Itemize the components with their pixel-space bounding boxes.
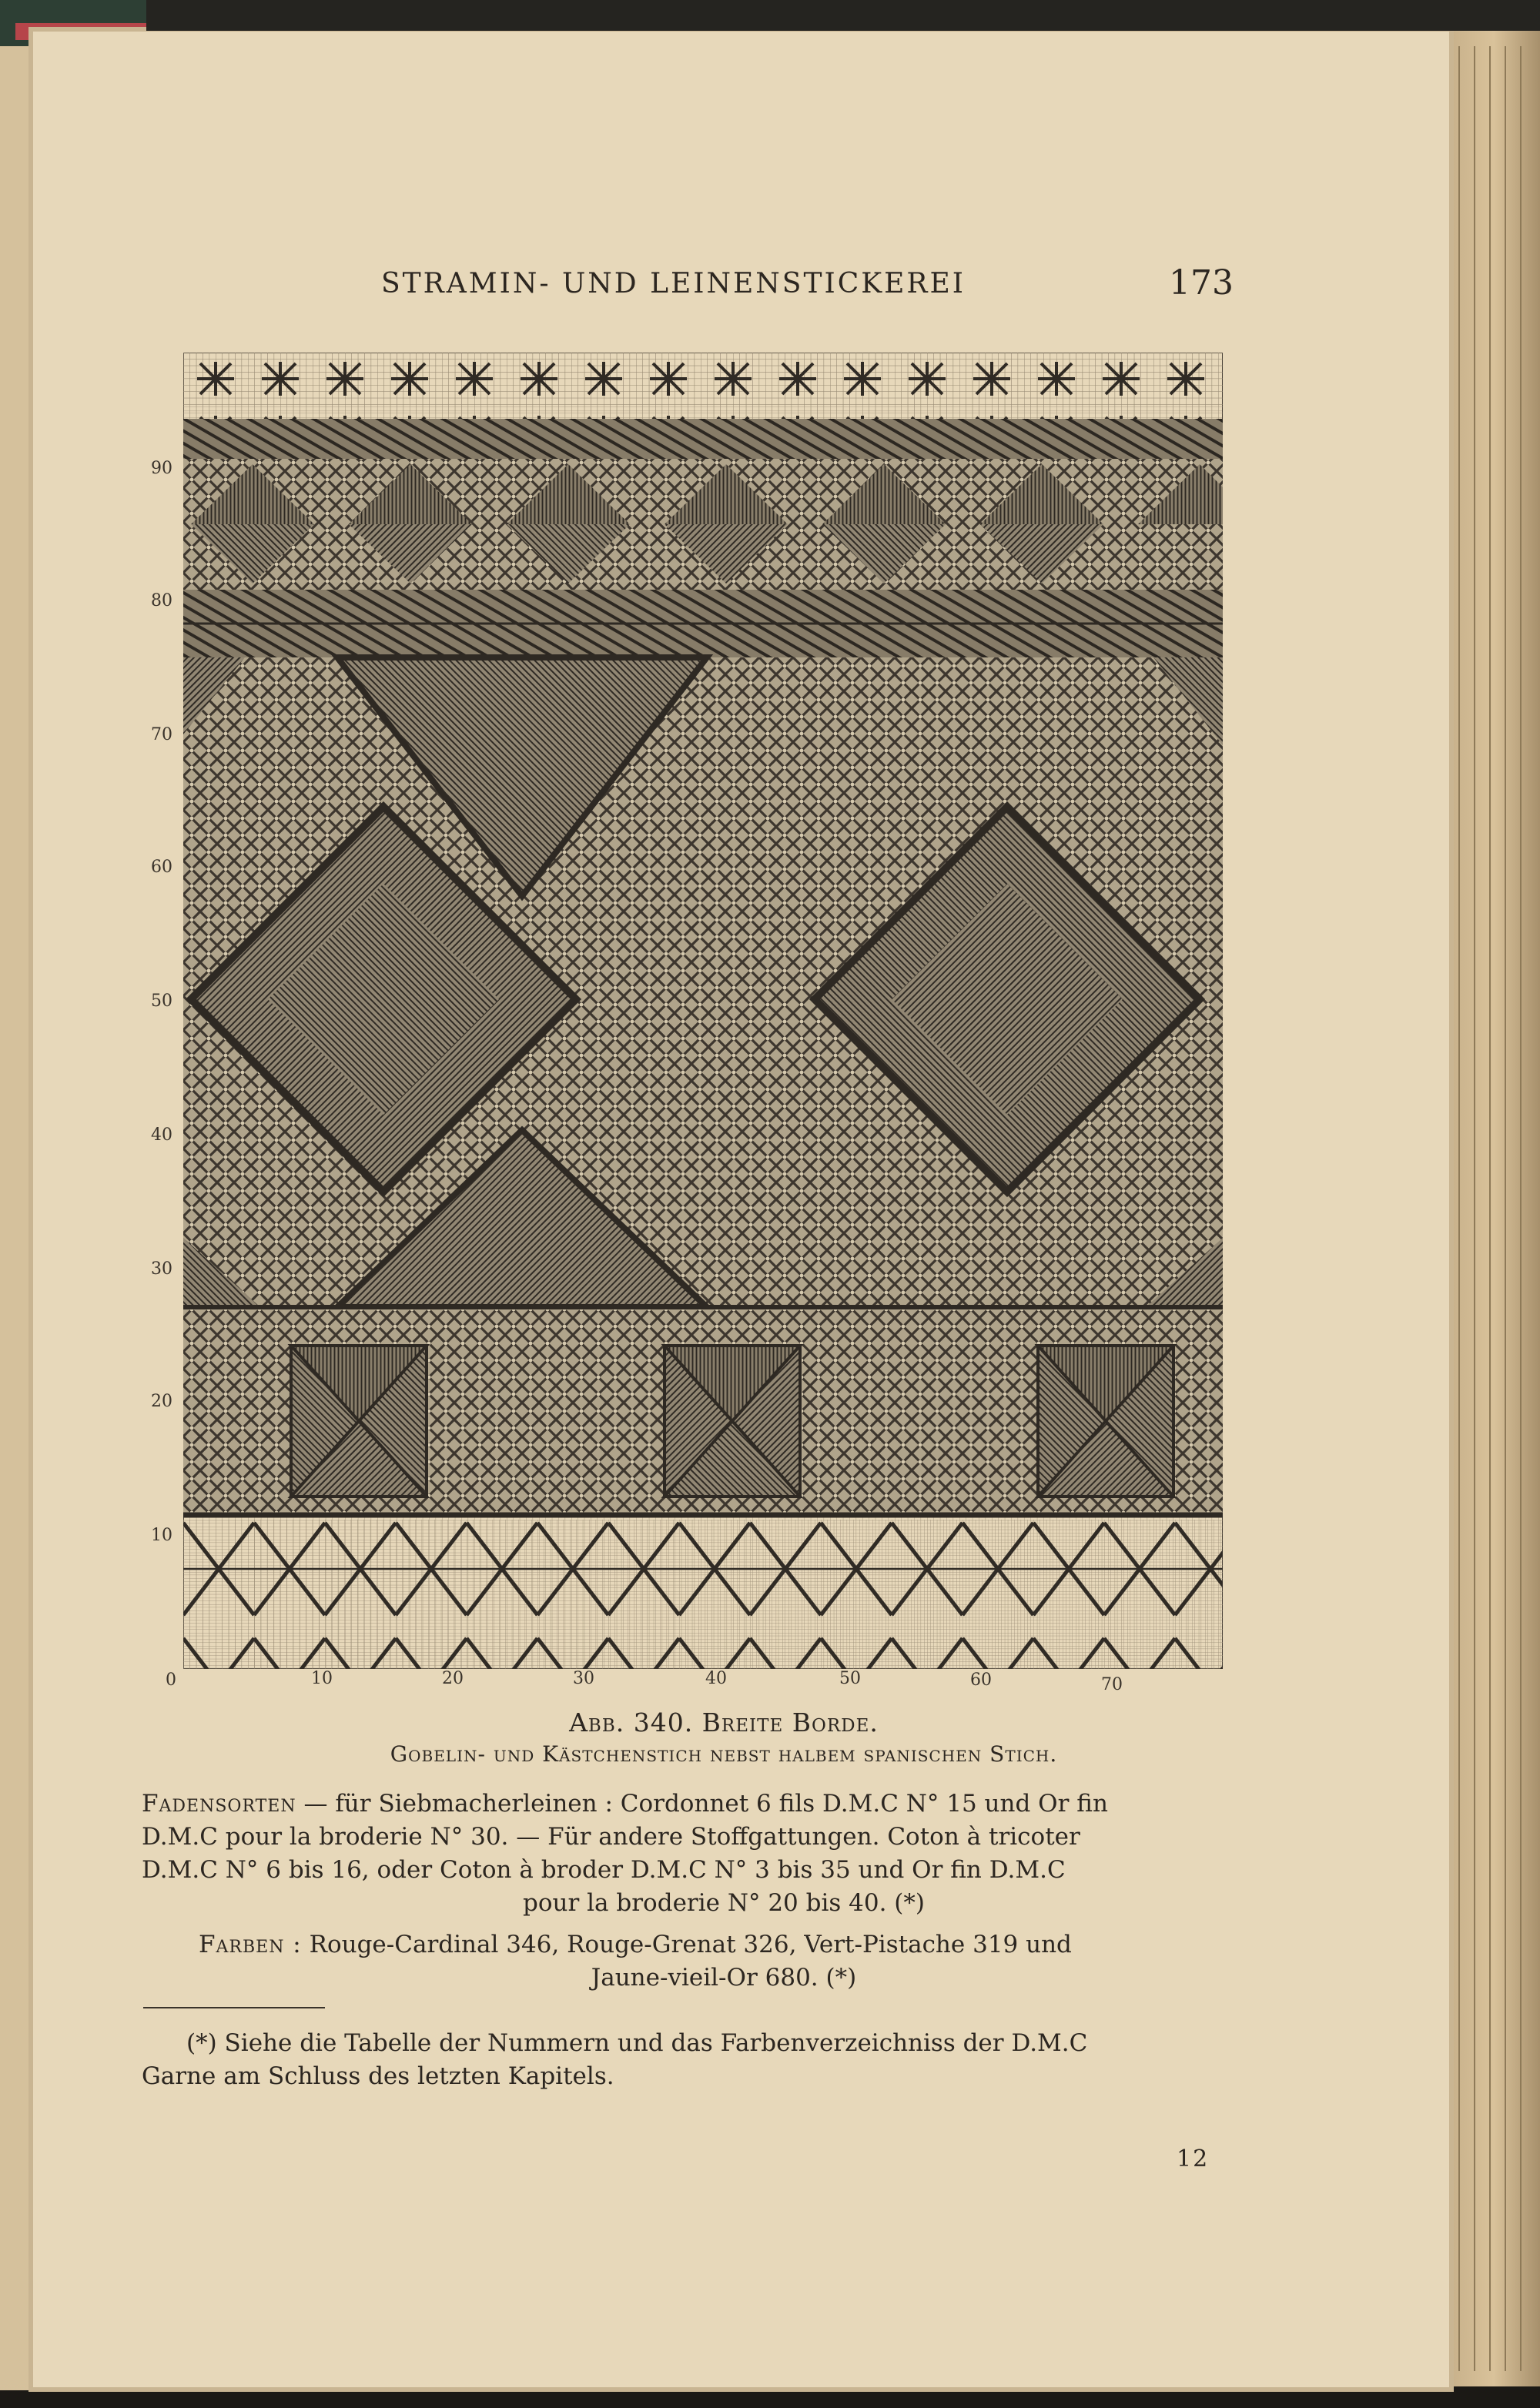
fadensorten-line-1 bbox=[142, 1790, 1108, 1818]
y-axis-label: 20 bbox=[151, 1392, 172, 1411]
fadensorten-line-2: D.M.C pour la broderie N° 30. — Für andere Stoffgattungen. Coton à tricoter bbox=[142, 1823, 1080, 1851]
fadensorten-line-4: pour la broderie N° 20 bis 40. (*) bbox=[523, 1889, 925, 1917]
y-axis-label: 30 bbox=[151, 1259, 172, 1279]
farben-line-2: Jaune-vieil-Or 680. (*) bbox=[591, 1964, 857, 1992]
x-axis-origin: 0 bbox=[166, 1671, 176, 1690]
x-axis-label: 50 bbox=[839, 1669, 861, 1688]
y-axis-label: 60 bbox=[151, 858, 172, 877]
x-axis-label: 40 bbox=[705, 1669, 727, 1688]
fadensorten-text: — für Siebmacherleinen : Cordonnet 6 fils D.M.C N° 15 und Or fin bbox=[303, 1790, 1108, 1818]
y-axis-label: 80 bbox=[151, 591, 172, 610]
footnote-rule bbox=[143, 2007, 325, 2008]
footnote-line-2: Garne am Schluss des letzten Kapitels. bbox=[142, 2062, 614, 2090]
fadensorten-line-3: D.M.C N° 6 bis 16, oder Coton à broder D.M.C N° 3 bis 35 und Or fin D.M.C bbox=[142, 1856, 1066, 1884]
figure-caption-subtitle: Gobelin- und Kästchenstich nebst halbem spanischen Stich. bbox=[390, 1741, 1058, 1767]
y-axis-label: 40 bbox=[151, 1125, 172, 1145]
embroidery-pattern-figure bbox=[183, 353, 1223, 1669]
y-axis-label: 50 bbox=[151, 992, 172, 1011]
farben-line-1 bbox=[199, 1931, 1072, 1958]
signature-mark: 12 bbox=[1177, 2145, 1210, 2172]
figure-caption-title: Abb. 340. Breite Borde. bbox=[569, 1707, 879, 1737]
farben-text: Rouge-Cardinal 346, Rouge-Grenat 326, Vert-Pistache 319 und bbox=[309, 1931, 1072, 1958]
x-axis-label: 20 bbox=[442, 1669, 464, 1688]
page-number: 173 bbox=[1169, 263, 1234, 303]
y-axis-label: 90 bbox=[151, 459, 172, 478]
y-axis-label: 10 bbox=[151, 1526, 172, 1545]
x-axis-label: 60 bbox=[970, 1671, 992, 1690]
running-header: STRAMIN- UND LEINENSTICKEREI bbox=[381, 268, 966, 299]
y-axis-label: 70 bbox=[151, 725, 172, 744]
x-axis-label: 30 bbox=[573, 1669, 594, 1688]
footnote-line-1: (*) Siehe die Tabelle der Nummern und das Farbenverzeichniss der D.M.C bbox=[186, 2029, 1088, 2057]
farben-label: Farben : bbox=[199, 1931, 302, 1958]
fadensorten-label: Fadensorten bbox=[142, 1790, 296, 1818]
x-axis-label: 70 bbox=[1101, 1675, 1123, 1694]
x-axis-label: 10 bbox=[311, 1669, 333, 1688]
